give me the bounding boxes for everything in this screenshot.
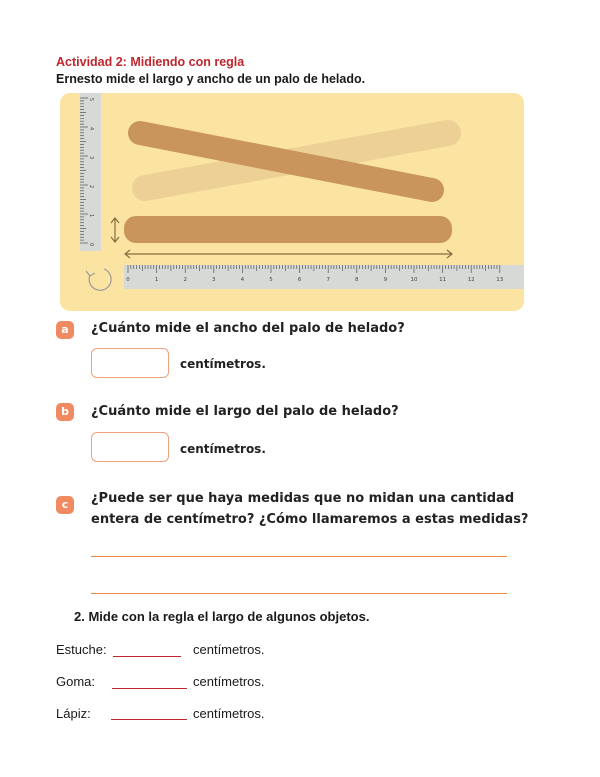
ruler-tick-label: 6 bbox=[297, 277, 302, 283]
ruler-tick-label: 7 bbox=[326, 277, 330, 283]
ruler-tick-label: 1 bbox=[88, 214, 94, 218]
vertical-ruler-icon bbox=[80, 93, 101, 251]
answer-line-1[interactable] bbox=[91, 556, 507, 557]
ruler-tick-label: 4 bbox=[240, 277, 245, 283]
horizontal-ruler-icon bbox=[124, 265, 524, 289]
question-c-line1: ¿Puede ser que haya medidas que no midan una cantidad bbox=[91, 491, 515, 506]
question-b: ¿Cuánto mide el largo del palo de helado? bbox=[91, 404, 399, 419]
row-label-goma: Goma: bbox=[56, 674, 96, 689]
row-label-lapiz: Lápiz: bbox=[56, 706, 91, 721]
row-unit-estuche: centímetros. bbox=[193, 642, 265, 657]
rotate-arrow-icon bbox=[86, 269, 111, 290]
ruler-tick-label: 5 bbox=[88, 98, 94, 102]
activity-title: Actividad 2: Midiendo con regla bbox=[56, 55, 245, 69]
length-double-arrow-icon bbox=[125, 250, 452, 258]
row-label-estuche: Estuche: bbox=[56, 642, 107, 657]
question-c-line2: entera de centímetro? ¿Cómo llamaremos a estas medidas? bbox=[91, 512, 529, 527]
blank-lapiz[interactable] bbox=[111, 719, 187, 720]
ruler-tick-label: 5 bbox=[269, 277, 273, 283]
ruler-tick-label: 10 bbox=[410, 277, 418, 283]
blank-goma[interactable] bbox=[112, 688, 187, 689]
ruler-tick-label: 0 bbox=[88, 243, 94, 247]
answer-box-a[interactable] bbox=[91, 348, 169, 378]
row-unit-lapiz: centímetros. bbox=[193, 706, 265, 721]
ruler-tick-label: 0 bbox=[126, 277, 130, 283]
popsicle-stick-horizontal bbox=[124, 216, 452, 243]
badge-c: c bbox=[56, 496, 74, 514]
ruler-tick-label: 3 bbox=[88, 156, 94, 160]
ruler-tick-label: 3 bbox=[212, 277, 216, 283]
ruler-tick-label: 2 bbox=[183, 277, 187, 283]
unit-b: centímetros. bbox=[180, 442, 266, 456]
ruler-tick-label: 1 bbox=[154, 277, 159, 283]
ruler-tick-label: 2 bbox=[88, 185, 94, 189]
badge-b: b bbox=[56, 403, 74, 421]
ruler-tick-label: 9 bbox=[383, 277, 388, 283]
ruler-tick-label: 8 bbox=[355, 277, 359, 283]
ruler-tick-label: 4 bbox=[88, 127, 94, 131]
row-unit-goma: centímetros. bbox=[193, 674, 265, 689]
ruler-tick-label: 12 bbox=[467, 277, 475, 283]
ruler-tick-label: 11 bbox=[439, 277, 447, 283]
badge-a: a bbox=[56, 321, 74, 339]
answer-box-b[interactable] bbox=[91, 432, 169, 462]
measurement-illustration bbox=[60, 93, 524, 311]
unit-a: centímetros. bbox=[180, 357, 266, 371]
ruler-tick-label: 13 bbox=[496, 277, 504, 283]
intro-text: Ernesto mide el largo y ancho de un palo de helado. bbox=[56, 72, 366, 86]
section-2-title: 2. Mide con la regla el largo de algunos objetos. bbox=[74, 609, 370, 624]
illustration-svg bbox=[60, 93, 524, 311]
answer-line-2[interactable] bbox=[91, 593, 507, 594]
width-double-arrow-icon bbox=[111, 218, 119, 242]
question-a: ¿Cuánto mide el ancho del palo de helado? bbox=[91, 321, 405, 336]
blank-estuche[interactable] bbox=[113, 656, 181, 657]
